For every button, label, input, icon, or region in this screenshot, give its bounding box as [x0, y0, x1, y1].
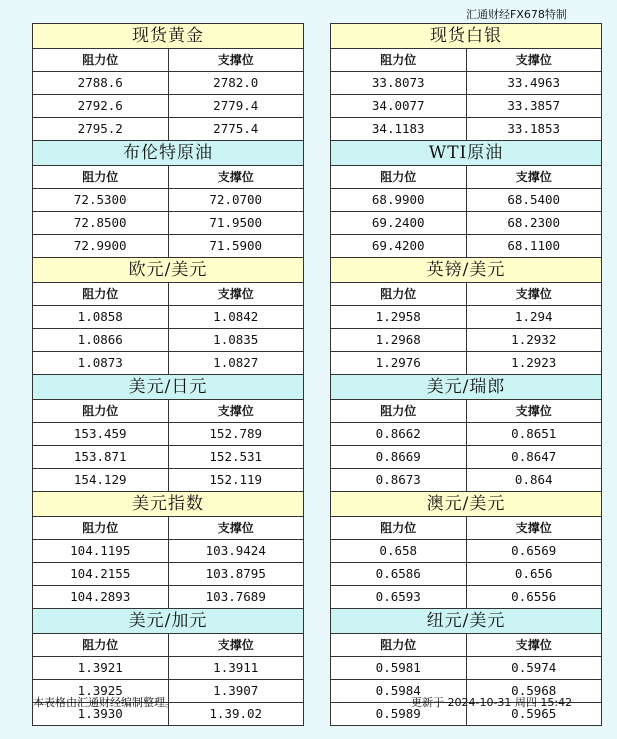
- support-value: 71.9500: [168, 212, 304, 234]
- resistance-value: 72.5300: [73, 192, 127, 207]
- resistance-value: 104.2155: [70, 566, 131, 581]
- header-row: [33, 49, 303, 72]
- support-value: 152.119: [168, 469, 304, 491]
- table-row: [331, 212, 601, 235]
- table-row: [331, 469, 601, 492]
- support-value: 152.789: [168, 423, 304, 445]
- header-row: [33, 283, 303, 306]
- support-header: 支撑位: [168, 400, 304, 422]
- resistance-value: 0.5989: [375, 706, 421, 721]
- support-value: 1.0835: [168, 329, 304, 351]
- table-row: [331, 586, 601, 609]
- resistance-value: 1.0858: [77, 309, 123, 324]
- table-row: [33, 72, 303, 95]
- support-value: 33.4963: [466, 72, 602, 94]
- support-header: 支撑位: [168, 49, 304, 71]
- resistance-value: 154.129: [73, 472, 127, 487]
- table-row: [33, 306, 303, 329]
- support-value: 33.3857: [466, 95, 602, 117]
- resistance-value: 0.6586: [375, 566, 421, 581]
- support-header: 支撑位: [466, 283, 602, 305]
- table-row: [33, 189, 303, 212]
- resistance-value: 0.8662: [375, 426, 421, 441]
- table-row: [33, 540, 303, 563]
- section-title: 布伦特原油: [33, 141, 303, 166]
- section-title: 美元/日元: [33, 375, 303, 400]
- table-row: [331, 306, 601, 329]
- table-row: [331, 423, 601, 446]
- support-value: 1.2923: [466, 352, 602, 374]
- support-value: 1.3911: [168, 657, 304, 679]
- table-row: [331, 540, 601, 563]
- quote-section: [331, 492, 601, 609]
- table-row: [33, 329, 303, 352]
- resistance-header: 阻力位: [380, 170, 417, 184]
- resistance-header: 阻力位: [82, 521, 119, 535]
- table-row: [33, 469, 303, 492]
- updated-label: 更新于: [411, 696, 444, 709]
- resistance-header: 阻力位: [380, 404, 417, 418]
- resistance-value: 1.3930: [77, 706, 123, 721]
- section-title: 现货黄金: [33, 24, 303, 49]
- header-row: [33, 517, 303, 540]
- support-value: 2775.4: [168, 118, 304, 140]
- resistance-value: 0.8673: [375, 472, 421, 487]
- left-column: [32, 23, 304, 726]
- resistance-value: 104.2893: [70, 589, 131, 604]
- section-title: 美元/瑞郎: [331, 375, 601, 400]
- resistance-value: 68.9900: [371, 192, 425, 207]
- resistance-header: 阻力位: [82, 404, 119, 418]
- header-row: [331, 49, 601, 72]
- support-value: 2779.4: [168, 95, 304, 117]
- table-row: [331, 657, 601, 680]
- section-title: 英镑/美元: [331, 258, 601, 283]
- resistance-value: 153.459: [73, 426, 127, 441]
- support-value: 1.0827: [168, 352, 304, 374]
- quote-section: [331, 24, 601, 141]
- section-title: 欧元/美元: [33, 258, 303, 283]
- footer-note: 本表格由汇通财经编制整理。: [33, 696, 176, 709]
- section-title: 纽元/美元: [331, 609, 601, 634]
- header-row: [33, 634, 303, 657]
- brand-label: 汇通财经FX678特制: [466, 8, 567, 21]
- support-value: 103.7689: [168, 586, 304, 608]
- quote-section: [33, 141, 303, 258]
- table-row: [331, 72, 601, 95]
- support-header: 支撑位: [168, 166, 304, 188]
- table-row: [33, 235, 303, 258]
- support-header: 支撑位: [466, 634, 602, 656]
- table-row: [33, 563, 303, 586]
- resistance-value: 0.658: [379, 543, 418, 558]
- right-column: [330, 23, 602, 726]
- support-value: 71.5900: [168, 235, 304, 257]
- quote-section: [33, 258, 303, 375]
- resistance-value: 0.6593: [375, 589, 421, 604]
- resistance-header: 阻力位: [82, 170, 119, 184]
- updated-time: 2024-10-31 周四 15:42: [447, 696, 573, 709]
- support-header: 支撑位: [466, 400, 602, 422]
- support-value: 1.294: [466, 306, 602, 328]
- table-row: [33, 95, 303, 118]
- resistance-value: 72.8500: [73, 215, 127, 230]
- header-row: [331, 283, 601, 306]
- resistance-value: 0.5984: [375, 683, 421, 698]
- support-value: 0.8647: [466, 446, 602, 468]
- support-header: 支撑位: [466, 517, 602, 539]
- table-row: [331, 95, 601, 118]
- resistance-value: 0.8669: [375, 449, 421, 464]
- resistance-value: 104.1195: [70, 543, 131, 558]
- quote-section: [33, 24, 303, 141]
- support-value: 0.6556: [466, 586, 602, 608]
- resistance-value: 0.5981: [375, 660, 421, 675]
- header-row: [331, 166, 601, 189]
- table-row: [331, 563, 601, 586]
- section-title: WTI原油: [331, 141, 601, 166]
- support-value: 1.0842: [168, 306, 304, 328]
- support-value: 0.656: [466, 563, 602, 585]
- resistance-value: 1.2976: [375, 355, 421, 370]
- table-row: [331, 189, 601, 212]
- quote-section: [33, 375, 303, 492]
- resistance-value: 34.0077: [371, 98, 425, 113]
- support-value: 103.8795: [168, 563, 304, 585]
- resistance-value: 34.1183: [371, 121, 425, 136]
- section-title: 现货白银: [331, 24, 601, 49]
- header-row: [331, 400, 601, 423]
- resistance-value: 153.871: [73, 449, 127, 464]
- table-row: [331, 446, 601, 469]
- support-value: 103.9424: [168, 540, 304, 562]
- section-title: 澳元/美元: [331, 492, 601, 517]
- resistance-header: 阻力位: [380, 53, 417, 67]
- section-title: 美元/加元: [33, 609, 303, 634]
- header-row: [331, 634, 601, 657]
- support-value: 152.531: [168, 446, 304, 468]
- resistance-value: 1.0866: [77, 332, 123, 347]
- support-value: 1.3907: [168, 680, 304, 702]
- support-value: 0.5974: [466, 657, 602, 679]
- support-value: 68.2300: [466, 212, 602, 234]
- support-value: 0.5965: [466, 703, 602, 725]
- resistance-header: 阻力位: [82, 287, 119, 301]
- quote-section: [331, 258, 601, 375]
- support-header: 支撑位: [168, 517, 304, 539]
- header-row: [331, 517, 601, 540]
- resistance-value: 1.2958: [375, 309, 421, 324]
- resistance-value: 1.0873: [77, 355, 123, 370]
- support-value: 1.2932: [466, 329, 602, 351]
- table-row: [331, 352, 601, 375]
- quote-section: [331, 141, 601, 258]
- support-value: 0.6569: [466, 540, 602, 562]
- resistance-value: 69.4200: [371, 238, 425, 253]
- table-row: [33, 586, 303, 609]
- resistance-header: 阻力位: [82, 53, 119, 67]
- resistance-value: 2795.2: [77, 121, 123, 136]
- table-row: [33, 212, 303, 235]
- support-header: 支撑位: [466, 166, 602, 188]
- table-row: [33, 657, 303, 680]
- table-row: [33, 446, 303, 469]
- table-row: [33, 423, 303, 446]
- table-row: [331, 329, 601, 352]
- resistance-value: 72.9900: [73, 238, 127, 253]
- resistance-header: 阻力位: [380, 638, 417, 652]
- support-value: 0.5968: [466, 680, 602, 702]
- resistance-value: 1.2968: [375, 332, 421, 347]
- resistance-value: 2792.6: [77, 98, 123, 113]
- resistance-value: 2788.6: [77, 75, 123, 90]
- section-title: 美元指数: [33, 492, 303, 517]
- resistance-value: 33.8073: [371, 75, 425, 90]
- resistance-value: 1.3921: [77, 660, 123, 675]
- support-value: 1.39.02: [168, 703, 304, 725]
- support-value: 2782.0: [168, 72, 304, 94]
- table-row: [331, 118, 601, 141]
- support-value: 0.8651: [466, 423, 602, 445]
- header-row: [33, 166, 303, 189]
- resistance-header: 阻力位: [380, 521, 417, 535]
- support-value: 33.1853: [466, 118, 602, 140]
- resistance-header: 阻力位: [82, 638, 119, 652]
- support-header: 支撑位: [168, 634, 304, 656]
- table-row: [331, 235, 601, 258]
- table-row: [33, 118, 303, 141]
- support-value: 68.1100: [466, 235, 602, 257]
- support-value: 0.864: [466, 469, 602, 491]
- support-value: 68.5400: [466, 189, 602, 211]
- support-value: 72.0700: [168, 189, 304, 211]
- resistance-value: 69.2400: [371, 215, 425, 230]
- footer-updated: [411, 694, 572, 710]
- table-row: [33, 352, 303, 375]
- support-header: 支撑位: [168, 283, 304, 305]
- resistance-value: 1.3925: [77, 683, 123, 698]
- header-row: [33, 400, 303, 423]
- quote-section: [331, 375, 601, 492]
- quote-section: [33, 492, 303, 609]
- resistance-header: 阻力位: [380, 287, 417, 301]
- support-header: 支撑位: [466, 49, 602, 71]
